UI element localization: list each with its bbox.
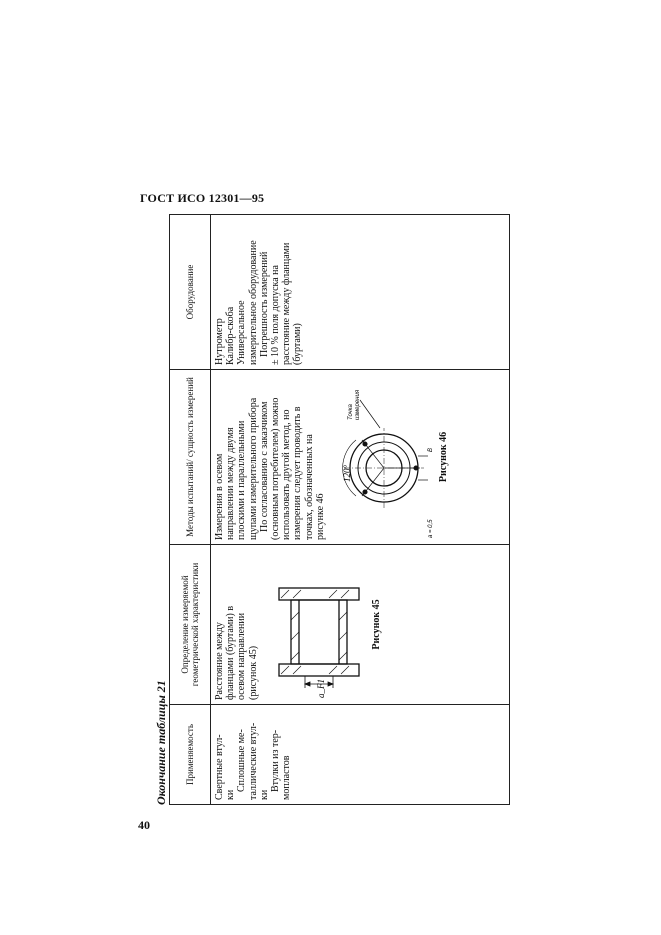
text-line: Калибр-скоба bbox=[225, 306, 237, 365]
figure-46-drawing bbox=[336, 375, 436, 540]
cell-equipment bbox=[211, 215, 510, 370]
table-21-continuation bbox=[169, 214, 510, 805]
text-line: Расстояние между bbox=[214, 622, 225, 700]
figure-46-point-label: Точка bbox=[347, 404, 354, 420]
cell-methods bbox=[211, 370, 510, 545]
text-line: осевом направлении bbox=[236, 612, 248, 700]
text-line: Погрешность измерений bbox=[258, 251, 270, 357]
text-line: фланцами (буртами) в bbox=[225, 605, 237, 700]
text-line: (основным потребителем) можно bbox=[269, 397, 281, 540]
column-header-equipment: Оборудование bbox=[170, 215, 211, 370]
text-line: таллические втул- bbox=[247, 722, 259, 800]
text-line: мопластов bbox=[281, 755, 293, 800]
figure-46-caption: Рисунок 46 bbox=[437, 431, 449, 483]
text-line: точках, обозначенных на bbox=[303, 434, 315, 540]
cell-definition bbox=[211, 545, 510, 705]
table-row bbox=[211, 215, 510, 805]
figure-46-point-label-line2: измерения bbox=[354, 389, 361, 420]
column-header-applicability: Применяемость bbox=[170, 705, 211, 805]
text-line: использовать другой метод, но bbox=[281, 409, 293, 540]
column-header-definition: Определение измеряемой геометрической характеристики bbox=[170, 545, 211, 705]
figure-46-dimension-b: B bbox=[427, 447, 434, 452]
text-line: рисунке 46 bbox=[314, 493, 326, 540]
text-line: измерения следует проводить в bbox=[292, 406, 304, 540]
table-header-row bbox=[170, 215, 211, 805]
text-line: направлении между двумя bbox=[225, 427, 237, 540]
text-line: (буртами) bbox=[292, 323, 304, 365]
text-line: (рисунок 45) bbox=[247, 645, 259, 700]
cell-applicability bbox=[211, 705, 510, 805]
text-line: ки bbox=[258, 789, 270, 800]
text-line: Втулки из тер- bbox=[269, 729, 281, 792]
text-line: измерительное оборудование bbox=[247, 240, 259, 365]
document-header: ГОСТ ИСО 12301—95 bbox=[140, 191, 265, 205]
text-line: Универсальное bbox=[236, 300, 248, 365]
text-line: ки bbox=[225, 789, 237, 800]
text-line: ± 10 % поля допуска на bbox=[269, 265, 281, 365]
figure-45-caption: Рисунок 45 bbox=[370, 599, 382, 650]
figure-45-dimension-label: a_F1 bbox=[315, 679, 326, 698]
text-line: По согласованию с заказчиком bbox=[258, 401, 270, 532]
rotated-page-content bbox=[154, 215, 509, 805]
column-header-methods: Методы испытаний/ сущность измерений bbox=[170, 370, 211, 545]
text-line: Сплошные ме- bbox=[236, 729, 248, 792]
page-number: 40 bbox=[138, 818, 150, 832]
text-line: Измерения в осевом bbox=[214, 453, 225, 540]
text-line: Свертные втул- bbox=[214, 734, 225, 800]
text-line: расстояние между фланцами bbox=[281, 242, 293, 365]
figure-46-dimension-a: a = 0,5 bbox=[427, 519, 434, 538]
text-line: щупами измерительного прибора bbox=[247, 397, 259, 540]
figure-45-drawing bbox=[269, 550, 369, 700]
text-line: Нутрометр bbox=[214, 318, 225, 365]
text-line: плоскими и параллельными bbox=[236, 420, 248, 540]
table-caption: Окончание таблицы 21 bbox=[154, 680, 168, 805]
figure-46-angle-label: 120° bbox=[341, 464, 352, 482]
